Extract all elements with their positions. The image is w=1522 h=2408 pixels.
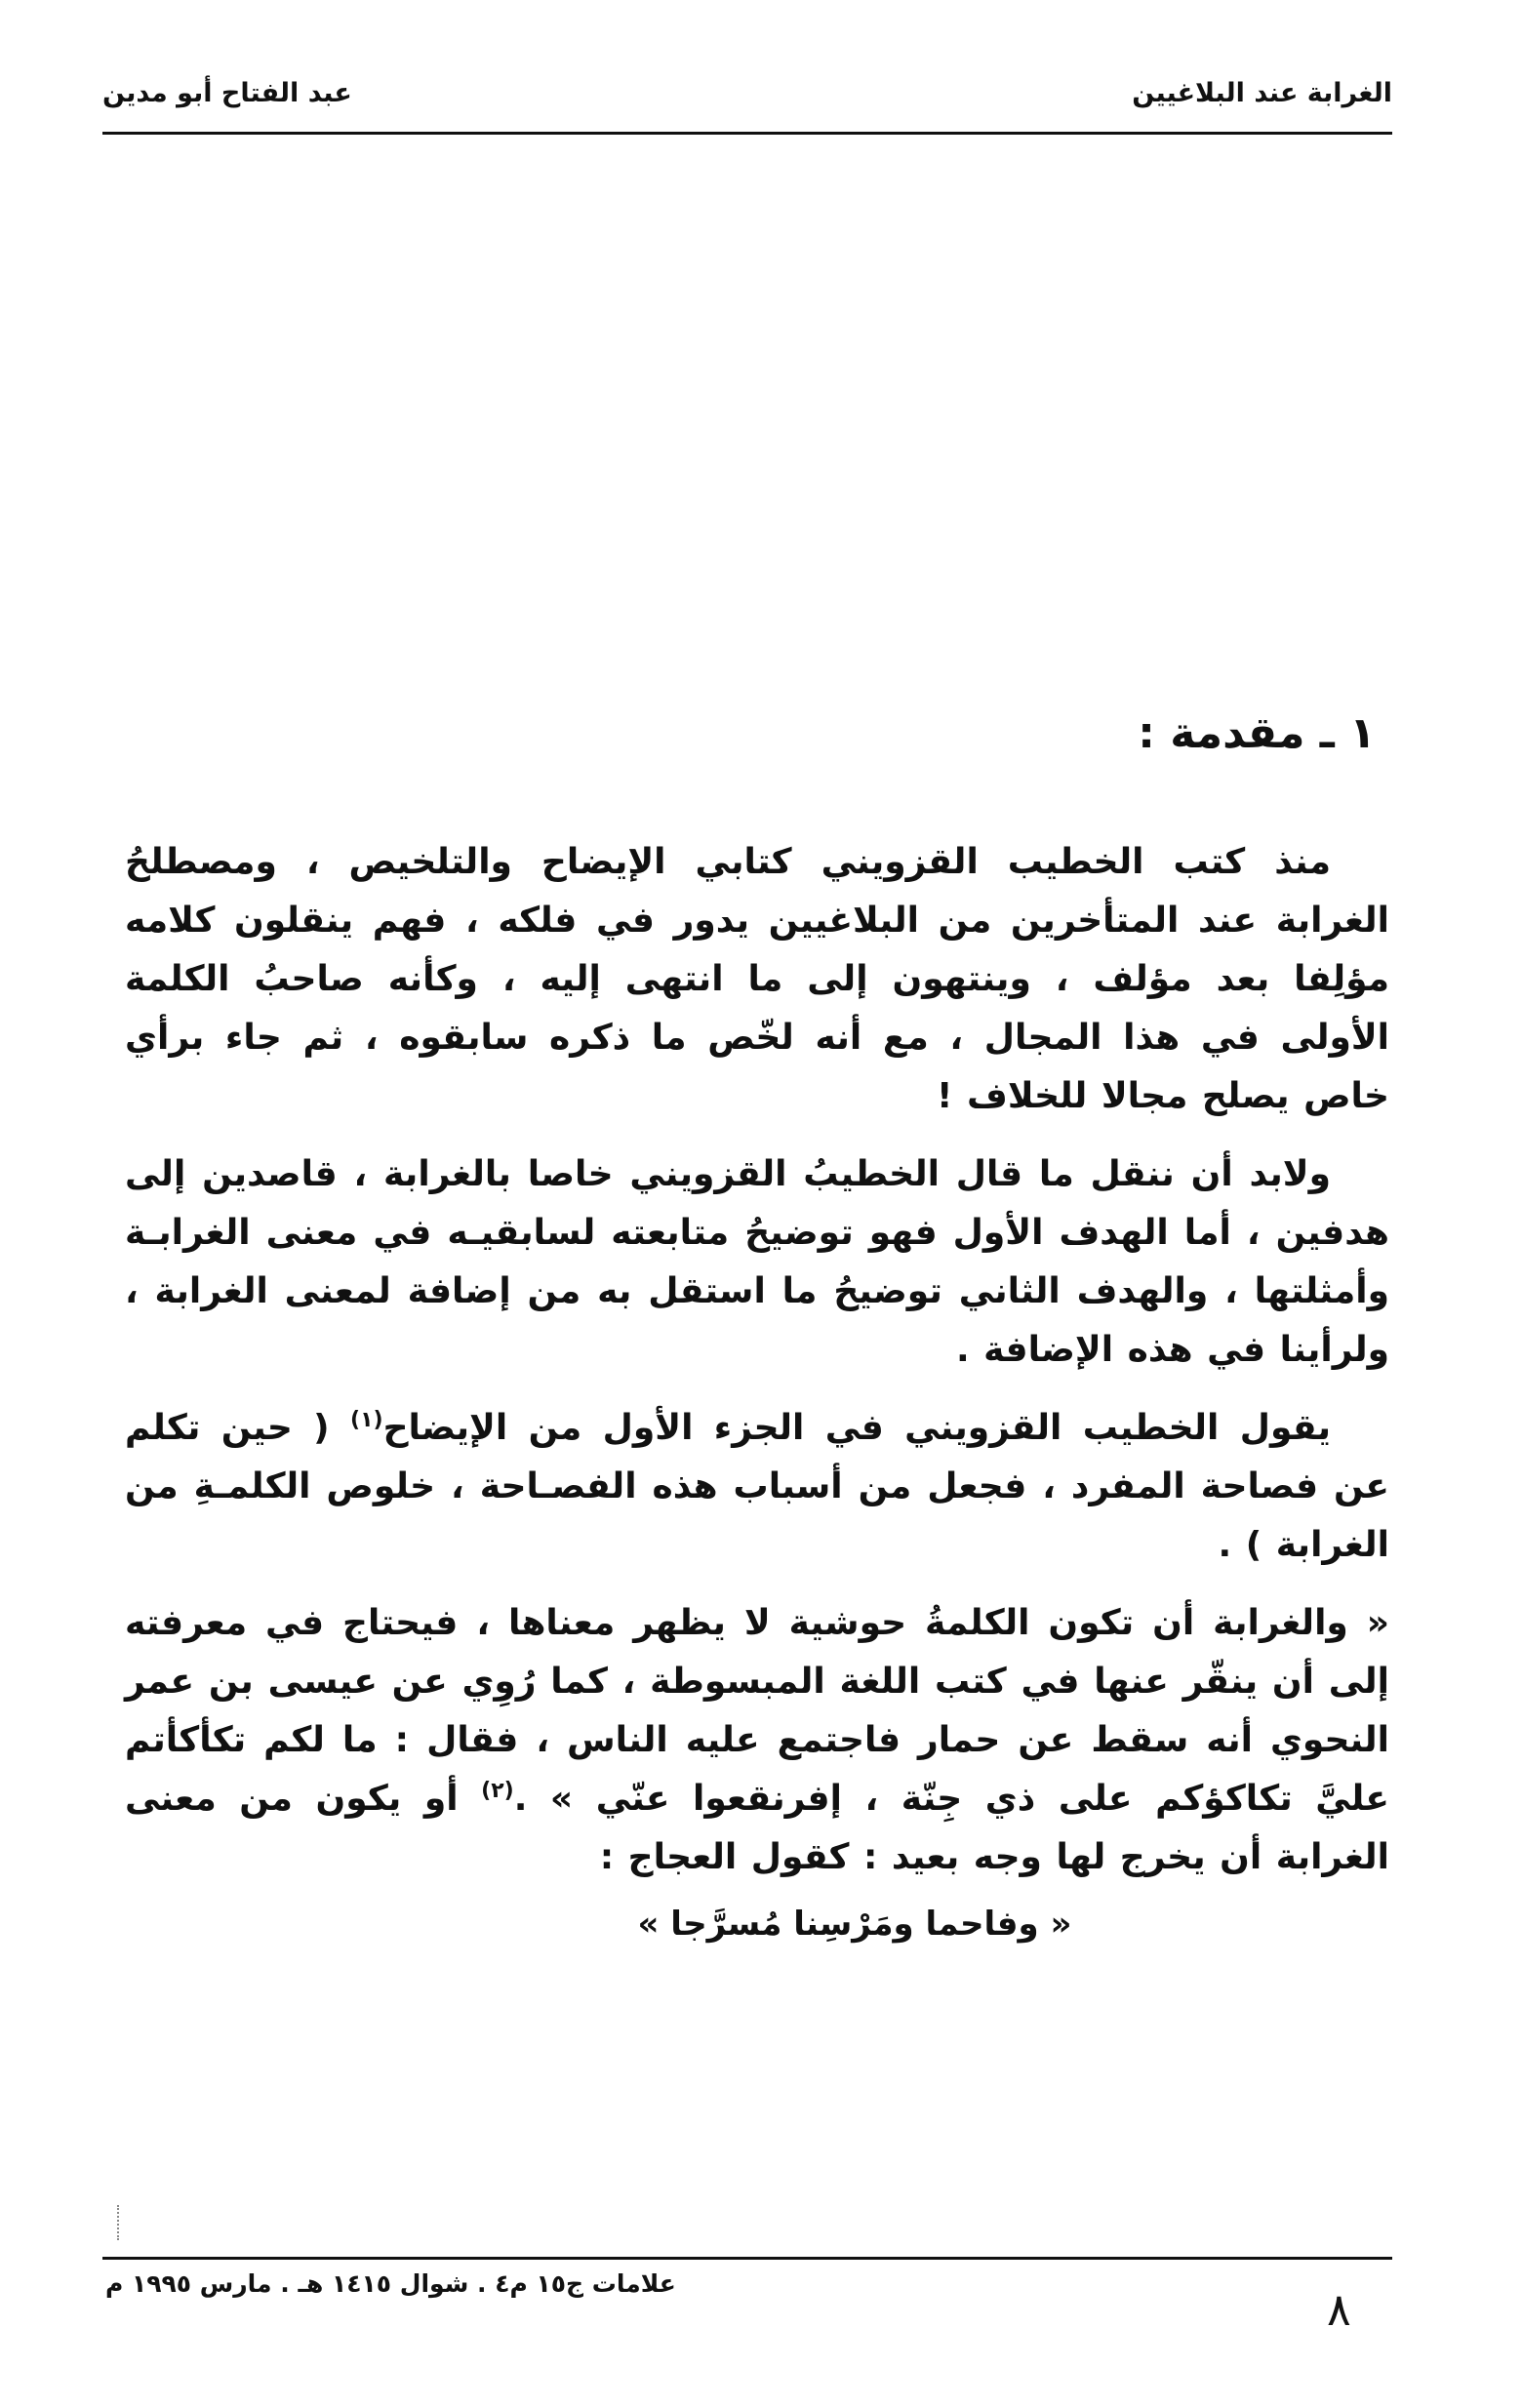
journal-issue-info: علامات ج١٥ م٤ . شوال ١٤١٥ هـ . مارس ١٩٩٥ م bbox=[105, 2269, 676, 2298]
footer-divider bbox=[102, 2257, 1392, 2260]
paragraph-3-start: يقول الخطيب القزويني في الجزء الأول من الإيضاح bbox=[382, 1408, 1332, 1448]
paragraph-4-start: « والغرابة أن تكون الكلمةُ حوشية لا يظهر معناها ، فيحتاج في معرفته إلى أن ينقّر عنها في كتب اللغة المبسوطة ، كما رُوِي عن عيسى بن عمر النحوي أنه سقط عن حمار فاجتمع عليه الناس ، فقال : ما لكم تكأكأتم عليَّ تكاكؤكم على ذي جِنّة ، إفرنقعوا عنّي » . bbox=[125, 1603, 1389, 1819]
running-header bbox=[102, 78, 1392, 125]
paragraph-3 bbox=[125, 1399, 1389, 1575]
verse-quote: « وفاحما ومَرْسِنا مُسرَّجا » bbox=[637, 1905, 1072, 1944]
paragraph-4 bbox=[125, 1594, 1389, 1887]
paragraph-1: منذ كتب الخطيب القزويني كتابي الإيضاح والتلخيص ، ومصطلحُ الغرابة عند المتأخرين من البلاغيين يدور في فلكه ، فهم ينقلون كلامه مؤلِفا بعد مؤلف ، وينتهون إلى ما انتهى إليه ، وكأنه صاحبُ الكلمة الأولى في هذا المجال ، مع أنه لخّص ما ذكره سابقوه ، ثم جاء برأي خاص يصلح مجالا للخلاف ! bbox=[125, 842, 1389, 1116]
section-heading: ١ ـ مقدمة : bbox=[1138, 708, 1376, 758]
footnote-marker-1: (١) bbox=[350, 1408, 383, 1432]
margin-mark bbox=[117, 2205, 121, 2240]
header-divider bbox=[102, 132, 1392, 135]
running-author: عبد الفتاح أبو مدين bbox=[102, 78, 352, 108]
running-title: الغرابة عند البلاغيين bbox=[1132, 78, 1392, 108]
article-body bbox=[125, 702, 1389, 1951]
page-number: ٨ bbox=[1327, 2283, 1351, 2336]
paragraph-3-end: ( حين تكلم عن فصاحة المفرد ، فجعل من أسباب هذه الفصـاحة ، خلوص الكلمـةِ من الغرابة ) . bbox=[125, 1408, 1389, 1565]
paragraph-2: ولابد أن ننقل ما قال الخطيبُ القزويني خاصا بالغرابة ، قاصدين إلى هدفين ، أما الهدف الأول فهو توضيحُ متابعته لسابقيـه في معنى الغرابـة وأمثلتها ، والهدف الثاني توضيحُ ما استقل به من إضافة لمعنى الغرابة ، ولرأينا في هذه الإضافة . bbox=[125, 1154, 1389, 1370]
paragraph-4-end: أو يكون من معنى الغرابة أن يخرج لها وجه بعيد : كقول العجاج : bbox=[125, 1779, 1389, 1877]
footnote-marker-2: (٢) bbox=[481, 1779, 514, 1803]
